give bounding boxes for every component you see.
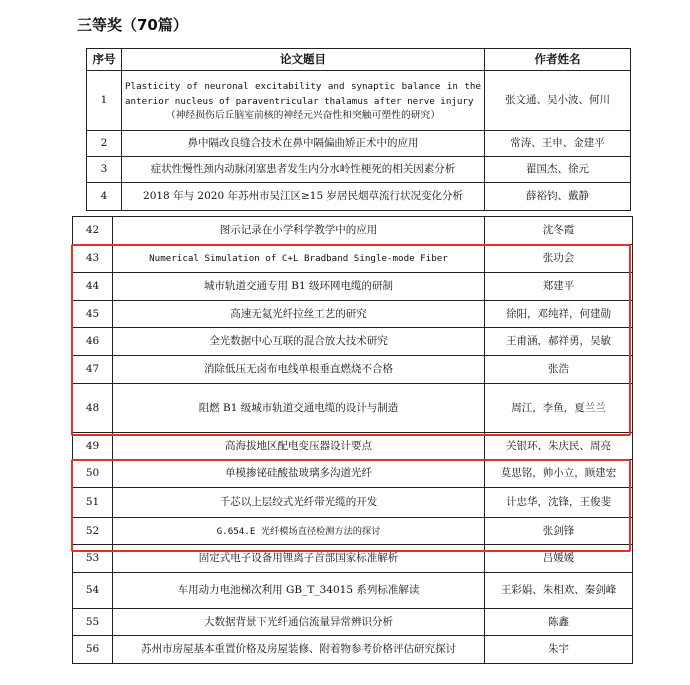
awards-table-top — [86, 48, 631, 211]
table-row — [73, 273, 633, 301]
row-authors: 沈冬霞 — [485, 217, 633, 245]
row-title: 阻燃 B1 级城市轨道交通电缆的设计与制造 — [113, 384, 485, 433]
table-row — [87, 183, 631, 211]
table-row — [73, 433, 633, 460]
row-title: 图示记录在小学科学教学中的应用 — [113, 217, 485, 245]
row-num: 51 — [73, 488, 113, 518]
row-num: 52 — [73, 518, 113, 545]
awards-table-bottom — [72, 216, 633, 664]
row-num: 48 — [73, 384, 113, 433]
row-title: 城市轨道交通专用 B1 级环网电缆的研制 — [113, 273, 485, 301]
row-num: 1 — [87, 71, 122, 131]
row-num: 4 — [87, 183, 122, 211]
row-authors: 计忠华，沈锋，王俊斐 — [485, 488, 633, 518]
row-title-chinese: （神经损伤后丘脑室前核的神经元兴奋性和突触可塑性的研究） — [165, 109, 441, 121]
table-row — [73, 217, 633, 245]
row-title: 车用动力电池梯次利用 GB_T_34015 系列标准解读 — [113, 573, 485, 609]
column-header-title: 论文题目 — [122, 49, 485, 71]
row-title: 高海拔地区配电变压器设计要点 — [113, 433, 485, 460]
row-authors: 莫思铭，帅小立，顾建宏 — [485, 460, 633, 488]
row-authors: 常涛、王申、金建平 — [485, 131, 631, 157]
row-title: 苏州市房屋基本重置价格及房屋装修、附着物参考价格评估研究探讨 — [113, 636, 485, 664]
table-row — [87, 131, 631, 157]
row-title: 单模掺铋硅酸盐玻璃多沟道光纤 — [113, 460, 485, 488]
row-title: 鼻中隔改良缝合技术在鼻中隔偏曲矫正术中的应用 — [122, 131, 485, 157]
row-authors: 关银环、朱庆民、周亮 — [485, 433, 633, 460]
row-authors: 朱宇 — [485, 636, 633, 664]
row-title: 2018 年与 2020 年苏州市吴江区≥15 岁居民烟草流行状况变化分析 — [122, 183, 485, 211]
table-row — [73, 356, 633, 384]
section-heading: 三等奖（70篇） — [77, 16, 188, 34]
row-authors: 薛裕钧、戴静 — [485, 183, 631, 211]
row-authors: 陈鑫 — [485, 609, 633, 636]
row-num: 42 — [73, 217, 113, 245]
row-num: 53 — [73, 545, 113, 573]
row-authors: 徐阳，邓纯祥，何建勋 — [485, 301, 633, 328]
row-title: 全光数据中心互联的混合放大技术研究 — [113, 328, 485, 356]
row-num: 55 — [73, 609, 113, 636]
row-authors: 张文通、吴小波、何川 — [485, 71, 631, 131]
row-title: 大数据背景下光纤通信流量异常辨识分析 — [113, 609, 485, 636]
row-title: 消除低压无卤布电线单根垂直燃烧不合格 — [113, 356, 485, 384]
row-num: 46 — [73, 328, 113, 356]
row-authors: 郑建平 — [485, 273, 633, 301]
row-num: 50 — [73, 460, 113, 488]
row-authors: 张剑锋 — [485, 518, 633, 545]
table-row — [73, 609, 633, 636]
table-header-row — [87, 49, 631, 71]
row-title: 千芯以上层绞式光纤带光缆的开发 — [113, 488, 485, 518]
row-authors: 王甫涵，郝祥勇，吴敏 — [485, 328, 633, 356]
row-title — [122, 71, 485, 131]
table-row — [87, 157, 631, 183]
column-header-authors: 作者姓名 — [485, 49, 631, 71]
row-title: 高速无氦光纤拉丝工艺的研究 — [113, 301, 485, 328]
row-title-english: Plasticity of neuronal excitability and synaptic balance in the anterior nucleus of paraventricular thalamus after nerve injury — [125, 80, 481, 107]
row-authors: 周江，李鱼，夏兰兰 — [485, 384, 633, 433]
row-num: 54 — [73, 573, 113, 609]
row-num: 3 — [87, 157, 122, 183]
row-authors: 翟国杰、徐元 — [485, 157, 631, 183]
table-row — [73, 488, 633, 518]
row-num: 47 — [73, 356, 113, 384]
row-num: 45 — [73, 301, 113, 328]
column-header-num: 序号 — [87, 49, 122, 71]
table-row — [73, 545, 633, 573]
row-title: Numerical Simulation of C+L Bradband Single-mode Fiber — [113, 245, 485, 273]
row-num: 56 — [73, 636, 113, 664]
row-num: 2 — [87, 131, 122, 157]
table-row — [73, 301, 633, 328]
row-num: 44 — [73, 273, 113, 301]
table-row — [73, 245, 633, 273]
row-authors: 张浩 — [485, 356, 633, 384]
row-title: 症状性慢性颈内动脉闭塞患者发生内分水岭性梗死的相关因素分析 — [122, 157, 485, 183]
table-row — [73, 460, 633, 488]
table-row — [73, 573, 633, 609]
row-authors: 王彩娟、朱相欢、秦剑峰 — [485, 573, 633, 609]
row-num: 43 — [73, 245, 113, 273]
row-authors: 张功会 — [485, 245, 633, 273]
table-row — [73, 636, 633, 664]
table-row — [87, 71, 631, 131]
table-row — [73, 328, 633, 356]
row-authors: 吕媛媛 — [485, 545, 633, 573]
table-row — [73, 384, 633, 433]
row-num: 49 — [73, 433, 113, 460]
row-title: G.654.E 光纤模场直径检测方法的探讨 — [113, 518, 485, 545]
table-row — [73, 518, 633, 545]
row-title: 固定式电子设备用锂离子首部国家标准解析 — [113, 545, 485, 573]
